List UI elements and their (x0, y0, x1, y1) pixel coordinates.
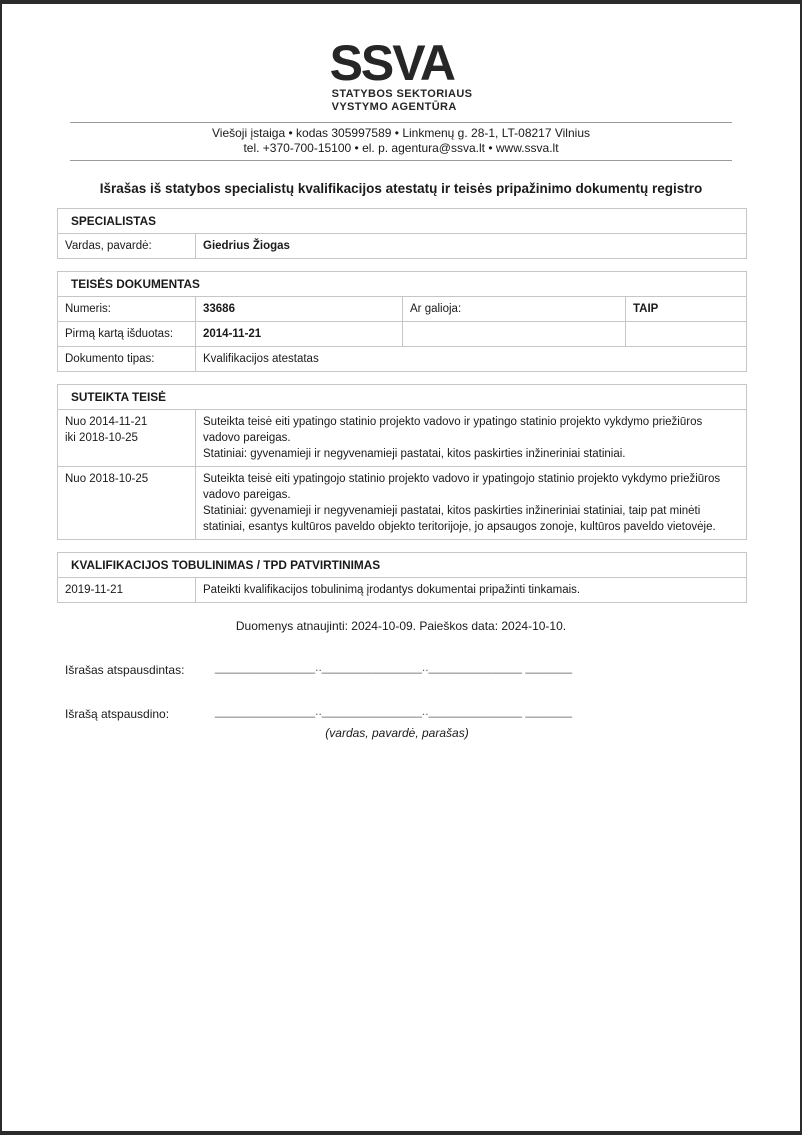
kvalifikacija-text: Pateikti kvalifikacijos tobulinimą įrodantys dokumentai pripažinti tinkamais. (196, 577, 747, 602)
dokumento-tipas-label: Dokumento tipas: (58, 346, 196, 371)
kvalifikacija-section (57, 552, 747, 603)
ar-galioja-value: TAIP (626, 296, 747, 321)
logo-subtitle-line2: VYSTYMO AGENTŪRA (331, 100, 457, 113)
name-value: Giedrius Žiogas (196, 233, 747, 258)
period-cell (58, 466, 196, 539)
numeris-value: 33686 (196, 296, 403, 321)
right-description-cell (196, 409, 747, 466)
teises-dokumentas-header-row (58, 271, 747, 296)
table-row (58, 409, 747, 466)
printed-at-row (65, 659, 800, 679)
ssva-logo-block (329, 35, 473, 113)
specialistas-header-row (58, 208, 747, 233)
specialistas-section (57, 208, 747, 259)
suteikta-teise-section (57, 384, 747, 540)
suteikta-teise-header: SUTEIKTA TEISĖ (58, 384, 747, 409)
empty-cell (626, 321, 747, 346)
period-from: Nuo 2018-10-25 (65, 472, 149, 485)
table-row (58, 296, 747, 321)
right-text: Suteikta teisė eiti ypatingojo statinio projekto vadovo ir ypatingojo statinio projekto vykdymo priežiūros vadovo pareigas. (203, 472, 721, 501)
data-updated-note: Duomenys atnaujinti: 2024-10-09. Paieškos data: 2024-10-10. (235, 618, 567, 633)
kvalifikacija-date: 2019-11-21 (58, 577, 196, 602)
numeris-label: Numeris: (58, 296, 196, 321)
signature-line: _______________.._______________..______________ _______ (215, 659, 573, 674)
table-row (58, 577, 747, 602)
contact-line-2: tel. +370-700-15100 • el. p. agentura@ssva.lt • www.ssva.lt (243, 140, 559, 155)
period-to: iki 2018-10-25 (65, 431, 138, 444)
agency-contact-block (70, 122, 732, 161)
printed-at-label: Išrašas atspausdintas: (65, 662, 185, 677)
table-row (58, 233, 747, 258)
printed-by-row (65, 703, 800, 723)
right-description-cell (196, 466, 747, 539)
table-row (58, 346, 747, 371)
right-text: Suteikta teisė eiti ypatingo statinio projekto vadovo ir ypatingo statinio projekto vykdymo priežiūros vadovo pareigas. (203, 415, 703, 444)
pirma-karta-value: 2014-11-21 (196, 321, 403, 346)
kvalifikacija-header: KVALIFIKACIJOS TOBULINIMAS / TPD PATVIRTINIMAS (58, 552, 747, 577)
logo-subtitle-line1: STATYBOS SEKTORIAUS (331, 88, 473, 100)
teises-dokumentas-section (57, 271, 747, 372)
logo-acronym: SSVA (329, 35, 455, 91)
name-label: Vardas, pavardė: (58, 233, 196, 258)
signature-line: _______________.._______________..______________ _______ (215, 703, 573, 718)
period-cell (58, 409, 196, 466)
buildings-text: Statiniai: gyvenamieji ir negyvenamieji pastatai, kitos paskirties inžineriniai statiniai, taip pat minėti statiniai, esantys kultūros paveldo objekto teritorijoje, jo apsaugos zonoje, kultūros paveldo vietovėje. (203, 504, 716, 533)
ar-galioja-label: Ar galioja: (403, 296, 626, 321)
teises-dokumentas-header: TEISĖS DOKUMENTAS (58, 271, 747, 296)
pirma-karta-label: Pirmą kartą išduotas: (58, 321, 196, 346)
ssva-logo (2, 35, 800, 115)
period-from: Nuo 2014-11-21 (65, 415, 148, 428)
table-row (58, 466, 747, 539)
kvalifikacija-header-row (58, 552, 747, 577)
contact-line-1: Viešoji įstaiga • kodas 305997589 • Linkmenų g. 28-1, LT-08217 Vilnius (212, 125, 590, 140)
signature-caption: (vardas, pavardė, parašas) (325, 725, 469, 740)
suteikta-teise-header-row (58, 384, 747, 409)
empty-cell (403, 321, 626, 346)
table-row (58, 321, 747, 346)
page-title: Išrašas iš statybos specialistų kvalifikacijos atestatų ir teisės pripažinimo dokumentų registro (99, 180, 703, 196)
dokumento-tipas-value: Kvalifikacijos atestatas (196, 346, 747, 371)
specialistas-header: SPECIALISTAS (58, 208, 747, 233)
buildings-text: Statiniai: gyvenamieji ir negyvenamieji pastatai, kitos paskirties inžineriniai statiniai. (203, 447, 626, 460)
printed-by-label: Išrašą atspausdino: (65, 706, 170, 721)
